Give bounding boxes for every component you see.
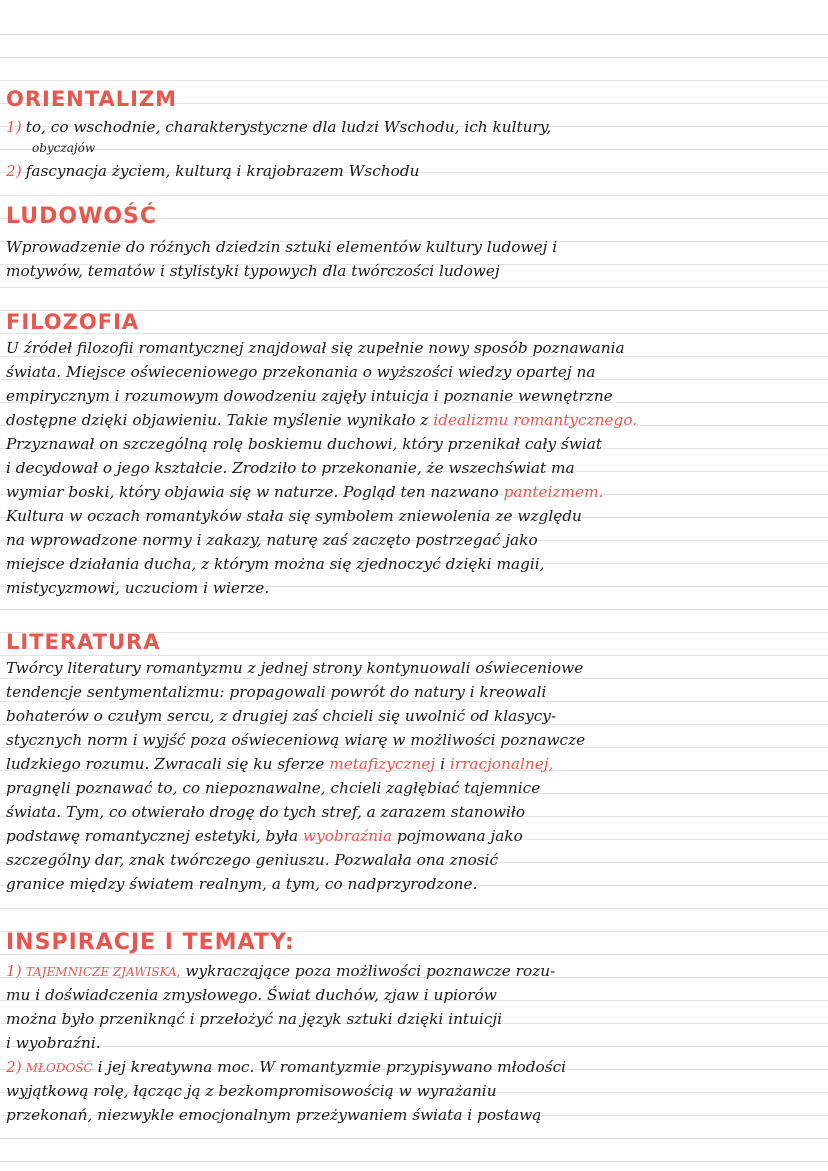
literatura-line: tendencje sentymentalizmu: propagowali powrót do natury i kreowali bbox=[6, 683, 547, 701]
filozofia-line: miejsce działania ducha, z którym można się zjednoczyć dzięki magii, bbox=[6, 555, 545, 573]
heading-filozofia: FILOZOFIA bbox=[6, 310, 140, 334]
inspiracje-line: mu i doświadczenia zmysłowego. Świat duchów, zjaw i upiorów bbox=[6, 986, 497, 1004]
filozofia-line: mistycyzmowi, uczuciom i wierze. bbox=[6, 579, 270, 597]
highlight-irracjonalnej: irracjonalnej, bbox=[449, 755, 554, 773]
literatura-line: pragnęli poznawać to, co niepoznawalne, chcieli zagłębiać tajemnice bbox=[6, 779, 541, 797]
line-text: wykraczające poza możliwości poznawcze rozu- bbox=[185, 962, 556, 980]
ludowosc-line: motywów, tematów i stylistyki typowych dla twórczości ludowej bbox=[6, 262, 500, 280]
item-text: fascynacja życiem, kulturą i krajobrazem Wschodu bbox=[25, 162, 420, 180]
inspiracje-item-2 bbox=[6, 1056, 822, 1080]
line-text: ludzkiego rozumu. Zwracali się ku sferze bbox=[6, 755, 325, 773]
filozofia-line: Przyznawał on szczególną rolę boskiemu duchowi, który przenikał cały świat bbox=[6, 435, 603, 453]
heading-inspiracje: INSPIRACJE I TEMATY: bbox=[6, 930, 295, 955]
item-number: 2) bbox=[6, 162, 22, 180]
filozofia-line: świata. Miejsce oświeceniowego przekonania o wyższości wiedzy opartej na bbox=[6, 363, 596, 381]
literatura-line bbox=[6, 753, 822, 776]
line-text: wymiar boski, który objawia się w naturze. Pogląd ten nazwano bbox=[6, 483, 499, 501]
highlight-metafizycznej: metafizycznej bbox=[329, 755, 436, 773]
literatura-line: stycznych norm i wyjść poza oświeceniową wiarę w możliwości poznawcze bbox=[6, 731, 586, 749]
filozofia-line bbox=[6, 481, 822, 504]
inspiracje-line: wyjątkową rolę, łącząc ją z bezkompromisowością w wyrażaniu bbox=[6, 1082, 497, 1100]
inspiracje-line: i wyobraźni. bbox=[6, 1034, 101, 1052]
orientalizm-item-1-cont: obyczajów bbox=[32, 141, 96, 155]
item-label: MŁODOŚĆ bbox=[25, 1061, 93, 1075]
filozofia-line: na wprowadzone normy i zakazy, naturę zaś zaczęto postrzegać jako bbox=[6, 531, 538, 549]
inspiracje-line: można było przeniknąć i przełożyć na język sztuki dzięki intuicji bbox=[6, 1010, 503, 1028]
item-number: 1) bbox=[6, 118, 22, 136]
inspiracje-line: przekonań, niezwykle emocjonalnym przeżywaniem świata i postawą bbox=[6, 1106, 542, 1124]
item-number: 2) bbox=[6, 1058, 22, 1076]
literatura-line: Twórcy literatury romantyzmu z jednej strony kontynuowali oświeceniowe bbox=[6, 659, 584, 677]
filozofia-line: U źródeł filozofii romantycznej znajdował się zupełnie nowy sposób poznawania bbox=[6, 339, 625, 357]
literatura-line: granice między światem realnym, a tym, co nadprzyrodzone. bbox=[6, 875, 478, 893]
literatura-line: szczególny dar, znak twórczego geniuszu. Pozwalała ona znosić bbox=[6, 851, 499, 869]
orientalizm-item-1 bbox=[6, 116, 822, 139]
line-text: podstawę romantycznej estetyki, była bbox=[6, 827, 299, 845]
literatura-line: świata. Tym, co otwierało drogę do tych stref, a zarazem stanowiło bbox=[6, 803, 526, 821]
line-text: i bbox=[440, 755, 445, 773]
inspiracje-item-1 bbox=[6, 960, 822, 984]
filozofia-line bbox=[6, 409, 822, 432]
literatura-line: bohaterów o czułym sercu, z drugiej zaś chcieli się uwolnić od klasycy- bbox=[6, 707, 557, 725]
line-text: dostępne dzięki objawieniu. Takie myślenie wynikało z bbox=[6, 411, 429, 429]
ludowosc-line: Wprowadzenie do różnych dziedzin sztuki elementów kultury ludowej i bbox=[6, 238, 558, 256]
filozofia-line: Kultura w oczach romantyków stała się symbolem zniewolenia ze względu bbox=[6, 507, 582, 525]
heading-literatura: LITERATURA bbox=[6, 630, 161, 654]
heading-ludowosc: LUDOWOŚĆ bbox=[6, 204, 158, 229]
item-text: to, co wschodnie, charakterystyczne dla ludzi Wschodu, ich kultury, bbox=[25, 118, 552, 136]
heading-orientalizm: ORIENTALIZM bbox=[6, 87, 178, 111]
line-text: pojmowana jako bbox=[396, 827, 523, 845]
line-text: i jej kreatywna moc. W romantyzmie przypisywano młodości bbox=[97, 1058, 567, 1076]
highlight-idealizm: idealizmu romantycznego. bbox=[433, 411, 638, 429]
highlight-panteizm: panteizmem. bbox=[503, 483, 604, 501]
item-label: TAJEMNICZE ZJAWISKA, bbox=[25, 965, 181, 979]
highlight-wyobraznia: wyobraźnia bbox=[303, 827, 393, 845]
literatura-line bbox=[6, 825, 822, 848]
filozofia-line: i decydował o jego kształcie. Zrodziło to przekonanie, że wszechświat ma bbox=[6, 459, 575, 477]
filozofia-line: empirycznym i rozumowym dowodzeniu zajęły intuicja i poznanie wewnętrzne bbox=[6, 387, 613, 405]
item-number: 1) bbox=[6, 962, 22, 980]
orientalizm-item-2 bbox=[6, 160, 822, 183]
